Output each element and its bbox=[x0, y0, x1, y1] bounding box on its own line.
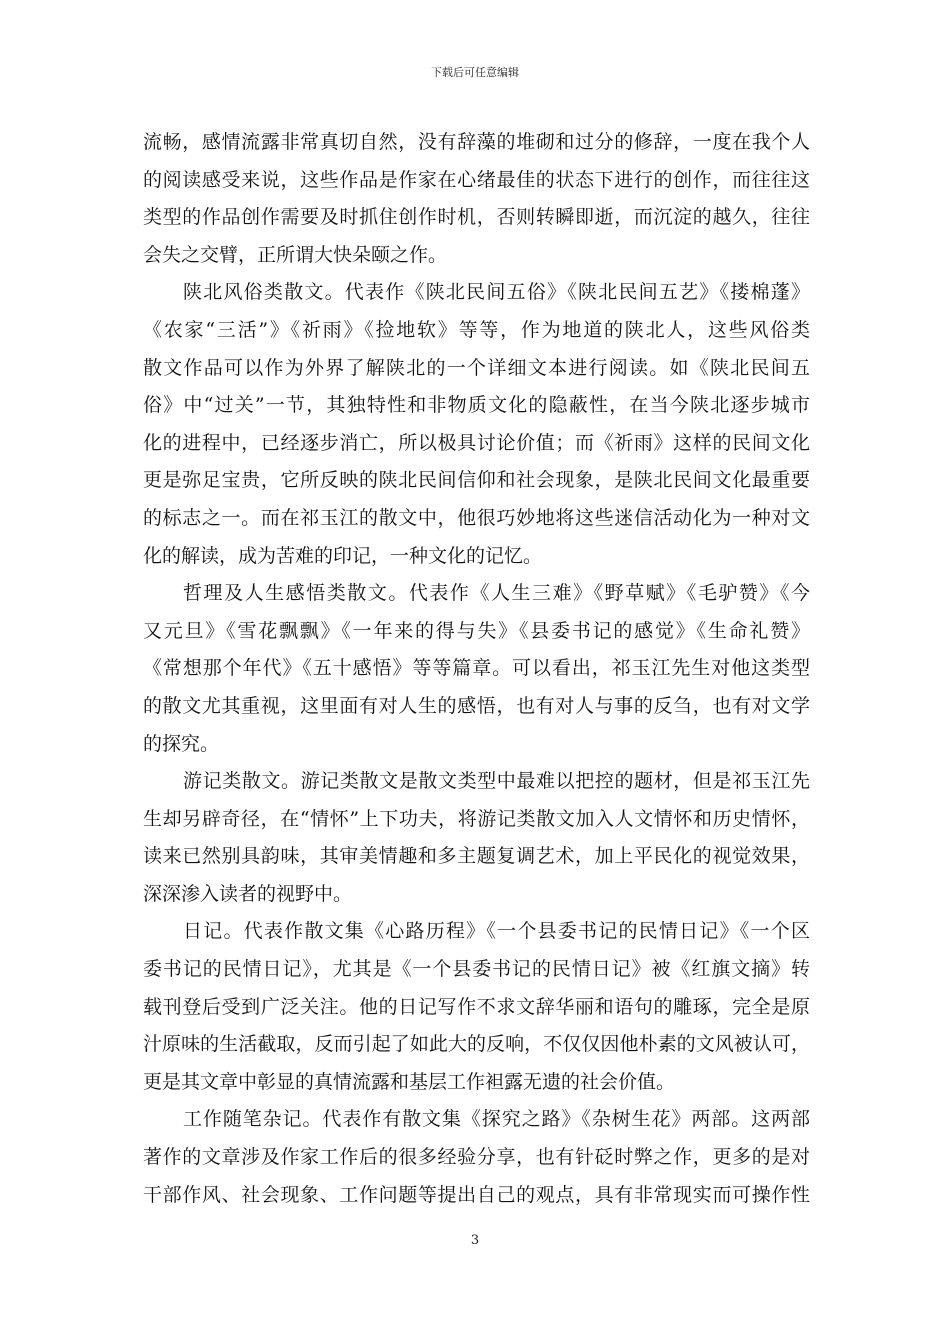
text-line: 的阅读感受来说，这些作品是作家在心绪最佳的状态下进行的创作，而往往这 bbox=[143, 168, 810, 191]
text-line: 化的进程中，已经逐步消亡，所以极具讨论价值；而《祈雨》这样的民间文化 bbox=[143, 431, 810, 454]
text-line: 读来已然别具韵味，其审美情趣和多主题复调艺术，加上平民化的视觉效果， bbox=[143, 845, 810, 868]
text-line: 的散文尤其重视，这里面有对人生的感悟，也有对人与事的反刍，也有对文学 bbox=[143, 694, 810, 717]
text-line: 著作的文章涉及作家工作后的很多经验分享，也有针砭时弊之作，更多的是对 bbox=[143, 1146, 810, 1169]
text-line: 的标志之一。而在祁玉江的散文中，他很巧妙地将这些迷信活动化为一种对文 bbox=[143, 506, 810, 529]
document-body bbox=[143, 124, 810, 1214]
text-line: 委书记的民情日记》，尤其是《一个县委书记的民情日记》被《红旗文摘》转 bbox=[143, 958, 810, 981]
text-line: 《农家“三活”》《祈雨》《捡地软》等等，作为地道的陕北人，这些风俗类 bbox=[143, 318, 810, 341]
text-line: 游记类散文。游记类散文是散文类型中最难以把控的题材，但是祁玉江先 bbox=[183, 770, 810, 793]
text-line: 《常想那个年代》《五十感悟》等等篇章。可以看出，祁玉江先生对他这类型 bbox=[143, 657, 810, 680]
text-line: 化的解读，成为苦难的印记，一种文化的记忆。 bbox=[143, 544, 543, 567]
page-number: 3 bbox=[470, 1233, 480, 1248]
text-line: 又元旦》《雪花飘飘》《一年来的得与失》《县委书记的感觉》《生命礼赞》 bbox=[143, 619, 810, 642]
text-line: 载刊登后受到广泛关注。他的日记写作不求文辞华丽和语句的雕琢，完全是原 bbox=[143, 995, 810, 1018]
text-line: 哲理及人生感悟类散文。代表作《人生三难》《野草赋》《毛驴赞》《今 bbox=[183, 582, 810, 605]
text-line: 更是弥足宝贵，它所反映的陕北民间信仰和社会现象，是陕北民间文化最重要 bbox=[143, 469, 810, 492]
text-line: 俗》中“过关”一节，其独特性和非物质文化的隐蔽性，在当今陕北逐步城市 bbox=[143, 394, 810, 417]
text-line: 干部作风、社会现象、工作问题等提出自己的观点，具有非常现实而可操作性 bbox=[143, 1183, 810, 1206]
text-line: 深深渗入读者的视野中。 bbox=[143, 882, 353, 905]
text-line: 生却另辟奇径，在“情怀”上下功夫，将游记类散文加入人文情怀和历史情怀， bbox=[143, 807, 810, 830]
text-line: 日记。代表作散文集《心路历程》《一个县委书记的民情日记》《一个区 bbox=[183, 920, 810, 943]
text-line: 散文作品可以作为外界了解陕北的一个详细文本进行阅读。如《陕北民间五 bbox=[143, 356, 810, 379]
page-header: 下载后可任意编辑 bbox=[431, 66, 519, 79]
text-line: 更是其文章中彰显的真情流露和基层工作袒露无遗的社会价值。 bbox=[143, 1070, 676, 1093]
text-line: 会失之交臂，正所谓大快朵颐之作。 bbox=[143, 243, 448, 266]
text-line: 类型的作品创作需要及时抓住创作时机，否则转瞬即逝，而沉淀的越久，往往 bbox=[143, 206, 810, 229]
text-line: 陕北风俗类散文。代表作《陕北民间五俗》《陕北民间五艺》《搂棉蓬》 bbox=[183, 281, 810, 304]
text-line: 的探究。 bbox=[143, 732, 220, 755]
text-line: 汁原味的生活截取，反而引起了如此大的反响，不仅仅因他朴素的文风被认可， bbox=[143, 1033, 810, 1056]
text-line: 流畅，感情流露非常真切自然，没有辞藻的堆砌和过分的修辞，一度在我个人 bbox=[143, 131, 810, 153]
text-line: 工作随笔杂记。代表作有散文集《探究之路》《杂树生花》两部。这两部 bbox=[183, 1108, 810, 1131]
